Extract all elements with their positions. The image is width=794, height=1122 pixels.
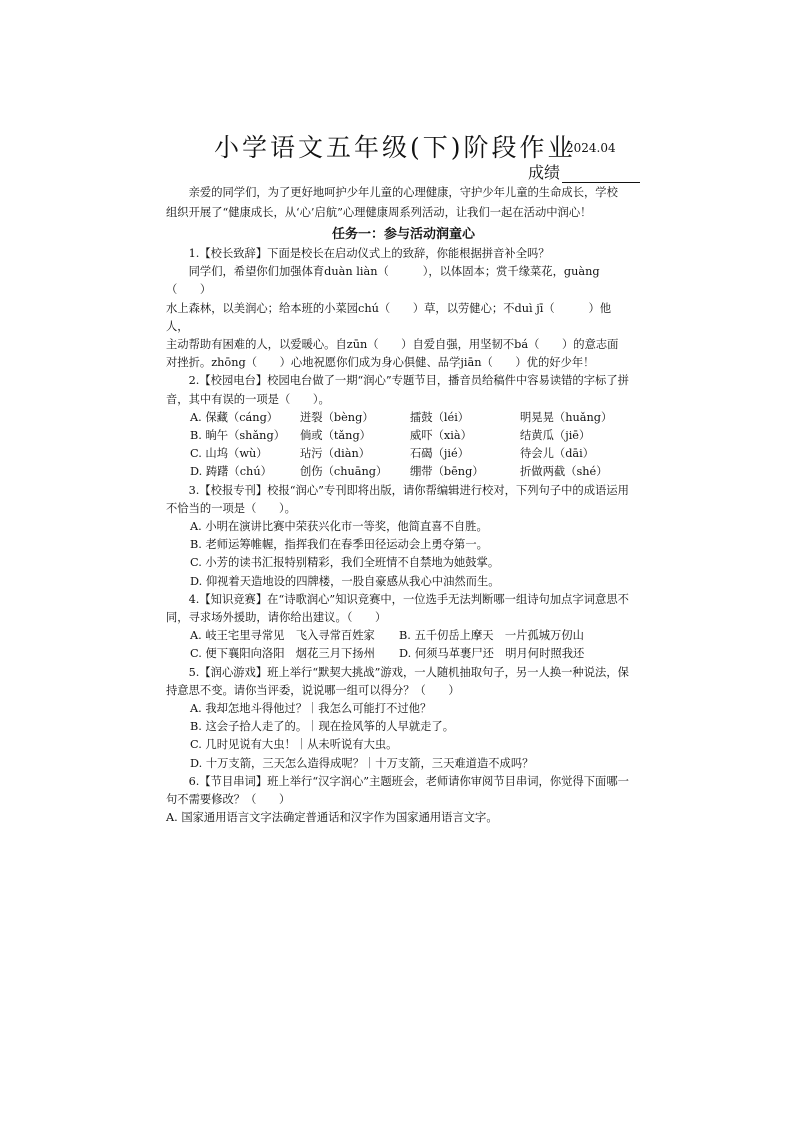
- q2-cell: 折做两截（shé）: [520, 465, 608, 479]
- q1-stem: 1.【校长致辞】下面是校长在启动仪式上的致辞，你能根据拼音补全吗？: [188, 247, 550, 260]
- q2-cell: 结黄瓜（jiē）: [520, 429, 591, 443]
- q4-option-row-1: [166, 627, 632, 645]
- q2-cell: 倘或（tǎng）: [300, 429, 371, 443]
- q5-stem: 5.【润心游戏】班上举行“默契大挑战”游戏，一人随机抽取句子，另一人换一种说法，保持意思不变。请你当评委，说说哪一组可以得分？（ ）: [166, 665, 629, 697]
- q3-option-a: A. 小明在演讲比赛中荣获兴化市一等奖，他简直喜不自胜。: [190, 520, 488, 534]
- q2-cell: D. 踌躇（chú）: [190, 465, 272, 479]
- q5-option-d: D. 十万支箭，三天怎么造得成呢？｜十万支箭，三天难道造不成吗？: [190, 756, 534, 770]
- task1-heading: 任务一：参与活动润童心: [332, 227, 476, 242]
- q3-option-d: D. 仰视着天造地设的四牌楼，一股自豪感从我心中油然而生。: [190, 574, 500, 588]
- q2-cell: 擂鼓（léi）: [410, 410, 470, 424]
- q3-stem: 3.【校报专刊】校报“润心”专刊即将出版，请你帮编辑进行校对，下列句子中的成语运用不恰当的一项是（ ）。: [166, 483, 629, 515]
- q2-cell: 绷带（bēng）: [410, 465, 484, 479]
- score-field: [528, 160, 640, 183]
- q2-cell: C. 山坞（wù）: [190, 447, 268, 461]
- q5-option-a: A. 我却怎地斗得他过？｜我怎么可能打不过他？: [190, 702, 432, 716]
- q3-option-c: C. 小芳的读书汇报特别精彩，我们全班情不自禁地为她鼓掌。: [190, 556, 500, 570]
- q2-cell: 石碣（jié）: [410, 447, 469, 461]
- page-title: 小学语文五年级(下)阶段作业: [214, 133, 576, 162]
- q2-cell: 威吓（xià）: [410, 429, 472, 443]
- q2-cell: A. 保藏（cáng）: [190, 410, 279, 424]
- q6-option-a: A. 国家通用语言文字法确定普通话和汉字作为国家通用语言文字。: [166, 811, 498, 825]
- q2-option-row-d: [166, 463, 632, 481]
- q4-option-b: B. 五千仞岳上摩天 一片孤城万仞山: [399, 629, 584, 643]
- q4-option-a: A. 岐王宅里寻常见 飞入寻常百姓家: [190, 629, 375, 643]
- q2-stem: 2.【校园电台】校园电台做了一期“润心”专题节目，播音员给稿件中容易读错的字标了拼音，其中有误的一项是（ ）。: [166, 374, 629, 406]
- date-label: 2024.04: [566, 141, 616, 155]
- q4-option-row-2: [166, 645, 632, 663]
- q5-option-b: B. 这会子拾人走了的。｜现在捡风筝的人早就走了。: [190, 720, 455, 734]
- q4-option-d: D. 何须马革裹尸还 明月何时照我还: [399, 647, 585, 661]
- questions-body: [166, 245, 632, 828]
- q1-line-2: 水上森林，以美润心；给本班的小菜园chú（ ）草，以劳健心；不duì jī（ ）他人，: [166, 301, 612, 333]
- q2-option-row-a: [166, 409, 632, 427]
- q3-option-b: B. 老师运筹帷幄，指挥我们在春季田径运动会上勇夺第一。: [190, 538, 488, 552]
- q2-option-row-c: [166, 445, 632, 463]
- q2-option-row-b: [166, 427, 632, 445]
- q2-cell: B. 晌午（shǎng）: [190, 429, 285, 443]
- score-label: 成绩: [528, 163, 561, 182]
- intro-paragraph: 亲爱的同学们，为了更好地呵护少年儿童的心理健康，守护少年儿童的生命成长，学校组织开展了“健康成长，从‘心’启航”心理健康周系列活动，让我们一起在活动中润心！: [166, 186, 618, 219]
- q2-cell: 待会儿（dāi）: [520, 447, 595, 461]
- score-blank-line: [562, 168, 640, 183]
- q2-cell: 迸裂（bèng）: [300, 410, 374, 424]
- q4-stem: 4.【知识竞赛】在“诗歌润心”知识竞赛中，一位选手无法判断哪一组诗句加点字词意思不同，寻求场外援助，请你给出建议。（ ）: [166, 592, 629, 625]
- q1-line-4: 对挫折。zhōng（ ）心地祝愿你们成为身心俱健、品学jiān（ ）优的好少年！: [166, 356, 595, 370]
- q2-cell: 明晃晃（huǎng）: [520, 410, 613, 424]
- q1-line-3: 主动帮助有困难的人，以爱暖心。自zūn（ ）自爱自强，用坚韧不bá（ ）的意志面: [166, 338, 619, 352]
- q6-stem: 6.【节目串词】班上举行“汉字润心”主题班会，老师请你审阅节目串词，你觉得下面哪一句不需要修改？（ ）: [166, 774, 629, 807]
- q2-cell: 创伤（chuāng）: [300, 465, 388, 479]
- q1-line-1: 同学们，希望你们加强体育duàn liàn（ ），以体固本；赏千缘菜花，guàng（ ）: [166, 265, 600, 297]
- q4-option-c: C. 便下襄阳向洛阳 烟花三月下扬州: [190, 647, 375, 661]
- q5-option-c: C. 几时见说有大虫！｜从未听说有大虫。: [190, 738, 398, 752]
- q2-cell: 玷污（diàn）: [300, 447, 371, 461]
